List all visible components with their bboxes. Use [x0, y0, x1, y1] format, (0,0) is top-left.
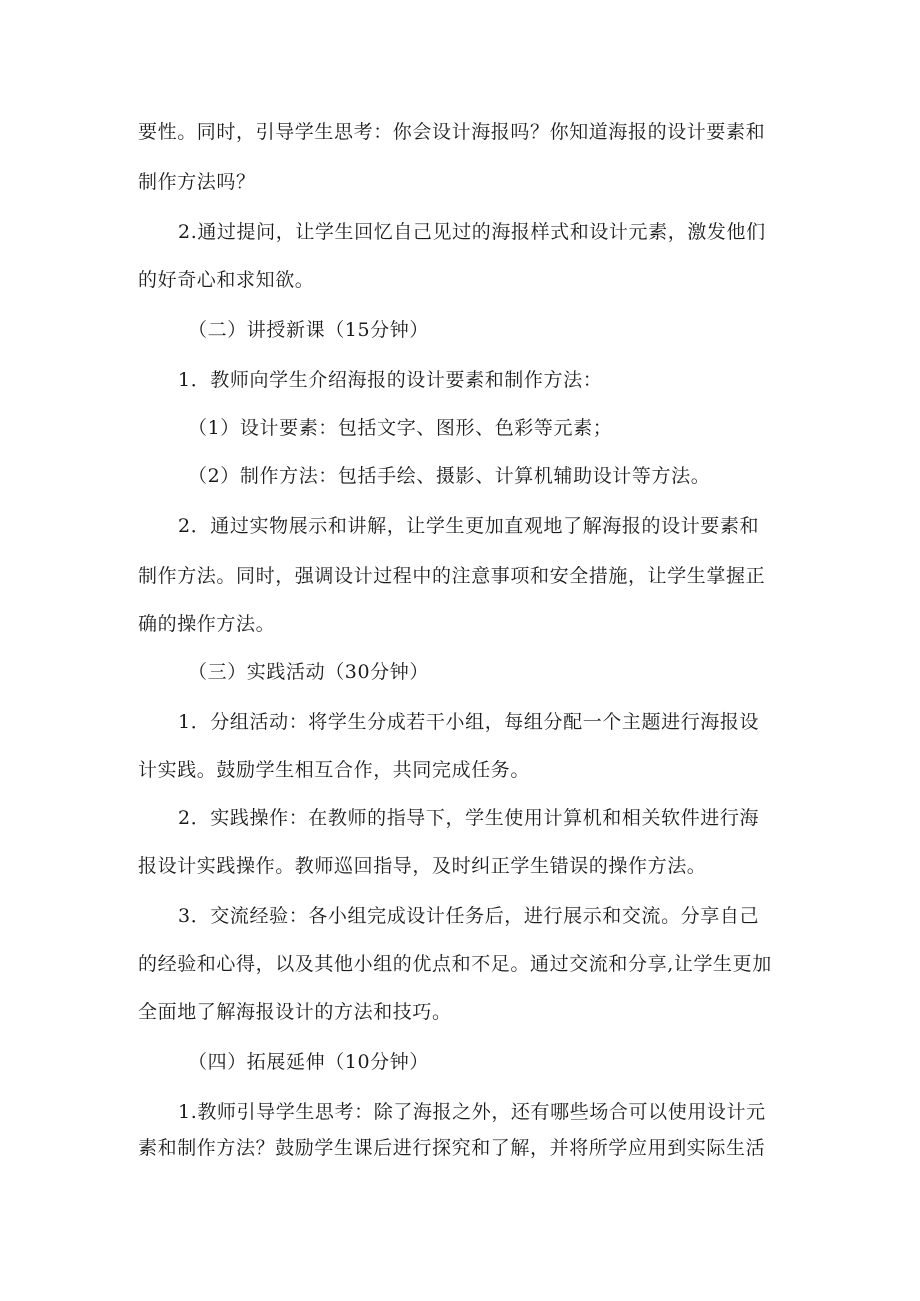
- paragraph-line: 计实践。鼓励学生相互合作，共同完成任务。: [138, 759, 531, 781]
- list-item: （1）设计要素：包括文字、图形、色彩等元素；: [188, 417, 613, 439]
- paragraph-line: 制作方法。同时，强调设计过程中的注意事项和安全措施，让学生掌握正: [138, 565, 766, 587]
- paragraph-line: 确的操作方法。: [138, 613, 276, 635]
- paragraph-line: 1.教师引导学生思考：除了海报之外，还有哪些场合可以使用设计元: [178, 1101, 766, 1123]
- paragraph-line: 素和制作方法？鼓励学生课后进行探究和了解，并将所学应用到实际生活: [138, 1137, 766, 1159]
- section-heading: （四）拓展延伸（10分钟）: [188, 1051, 429, 1073]
- section-heading: （二）讲授新课（15分钟）: [188, 319, 429, 341]
- paragraph-line: 全面地了解海报设计的方法和技巧。: [138, 1001, 452, 1023]
- paragraph-line: 2．通过实物展示和讲解，让学生更加直观地了解海报的设计要素和: [178, 515, 760, 537]
- paragraph-line: 的好奇心和求知欲。: [138, 269, 315, 291]
- paragraph-line: 1．分组活动：将学生分成若干小组，每组分配一个主题进行海报设: [178, 711, 760, 733]
- paragraph-line: 的经验和心得，以及其他小组的优点和不足。通过交流和分享,让学生更加: [138, 953, 772, 975]
- paragraph-line: 1．教师向学生介绍海报的设计要素和制作方法：: [178, 369, 603, 391]
- paragraph-line: 3．交流经验：各小组完成设计任务后，进行展示和交流。分享自己: [178, 905, 760, 927]
- paragraph-line: 要性。同时，引导学生思考：你会设计海报吗？你知道海报的设计要素和: [138, 121, 766, 143]
- paragraph-line: 制作方法吗？: [138, 171, 256, 193]
- list-item: （2）制作方法：包括手绘、摄影、计算机辅助设计等方法。: [188, 465, 711, 487]
- paragraph-line: 2.通过提问，让学生回忆自己见过的海报样式和设计元素，激发他们: [178, 221, 766, 243]
- paragraph-line: 2．实践操作：在教师的指导下，学生使用计算机和相关软件进行海: [178, 807, 760, 829]
- section-heading: （三）实践活动（30分钟）: [188, 661, 429, 683]
- paragraph-line: 报设计实践操作。教师巡回指导，及时纠正学生错误的操作方法。: [138, 855, 707, 877]
